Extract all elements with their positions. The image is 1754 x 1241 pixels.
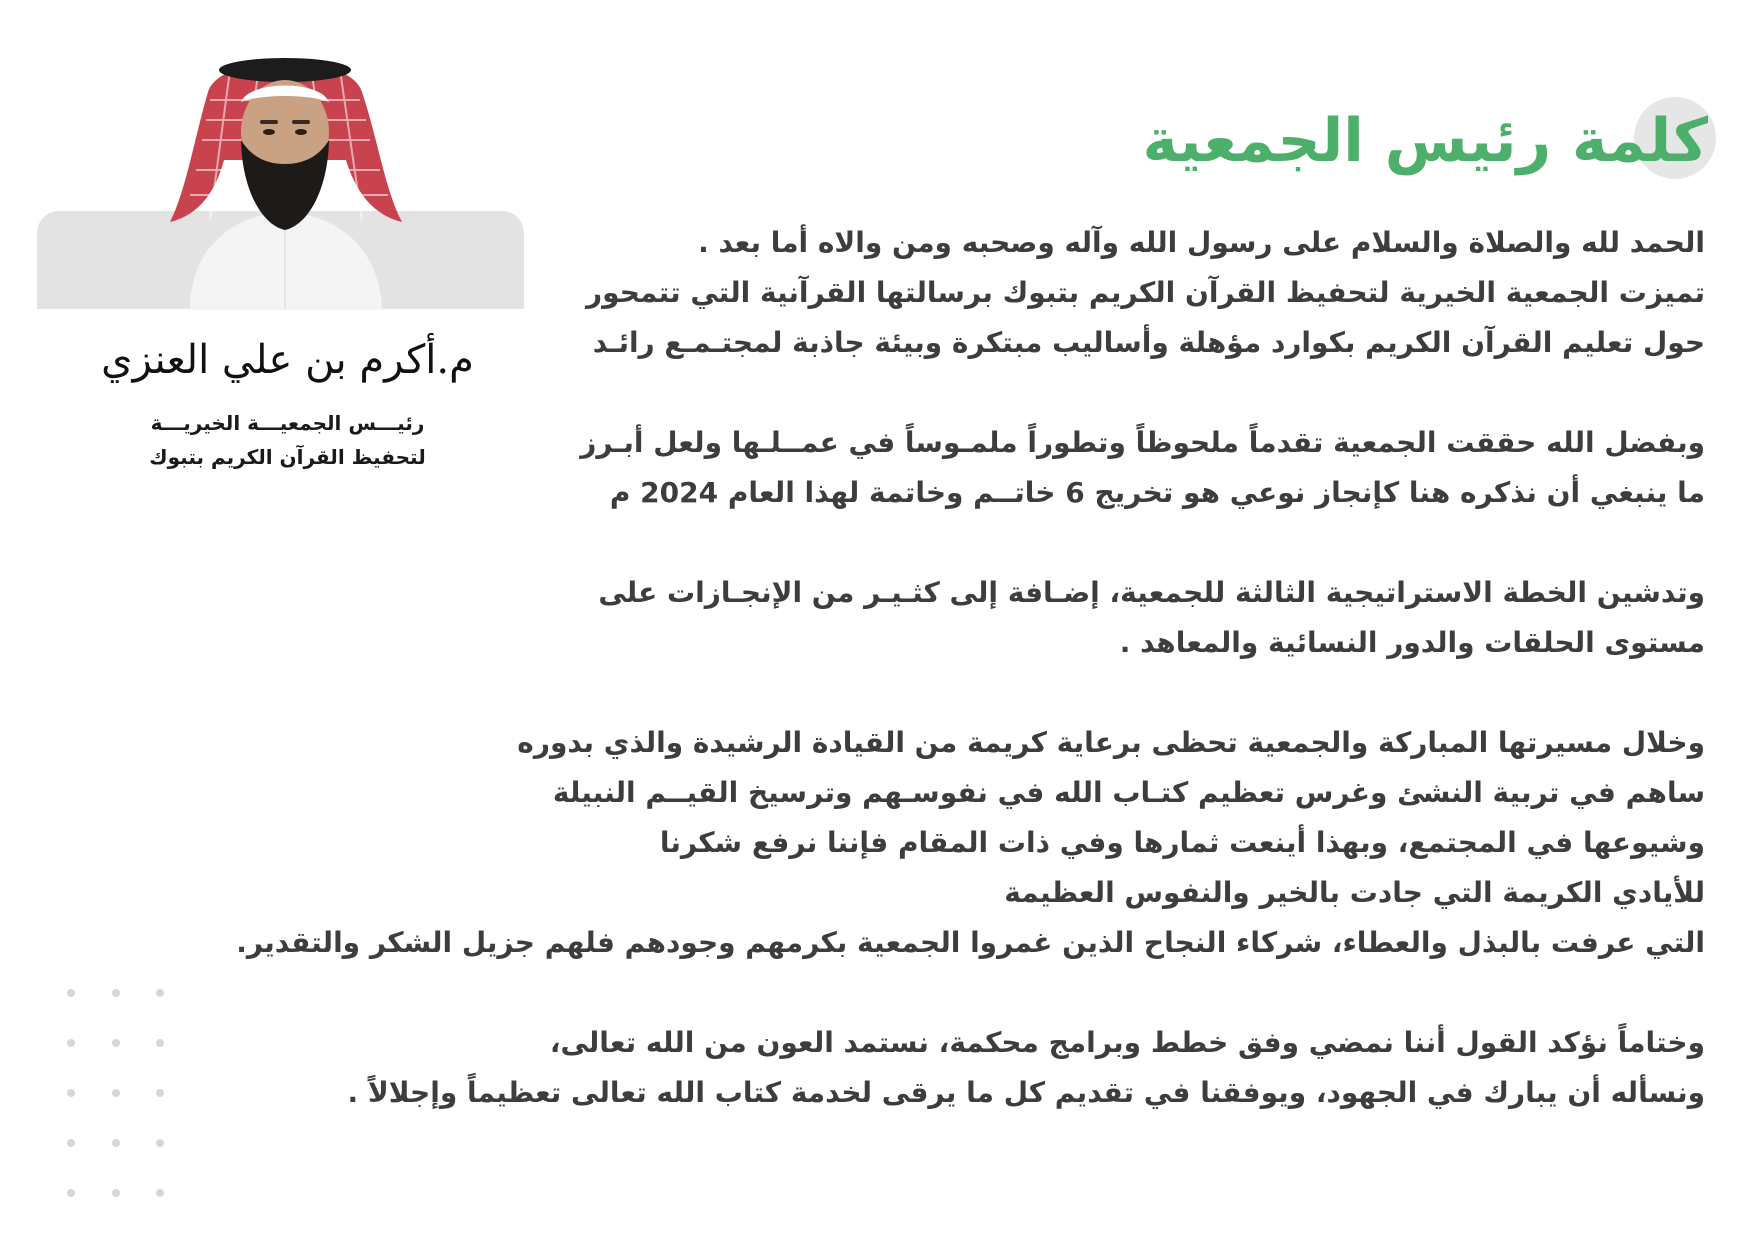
chairman-title-line-1: رئيـــس الجمعيـــة الخيريـــة: [150, 411, 425, 435]
paragraph-4-line-4: للأيادي الكريمة التي جادت بالخير والنفوس العظيمة: [1004, 876, 1705, 909]
paragraph-gap: [185, 968, 1705, 1018]
paragraph-gap: [185, 518, 1705, 568]
paragraph-3-line-1: وتدشين الخطة الاستراتيجية الثالثة للجمعية، إضـافة إلى كثـيـر من الإنجـازات على: [598, 576, 1705, 609]
chairman-signature: م.أكرم بن علي العنزي: [101, 337, 474, 383]
decorative-dot-grid: [64, 986, 174, 1201]
paragraph-2-line-1: وبفضل الله حققت الجمعية تقدماً ملحوظاً وتطوراً ملمـوساً في عمــلـها ولعل أبـرز: [580, 426, 1705, 459]
paragraph-gap: [185, 368, 1705, 418]
paragraph-4-line-2: ساهم في تربية النشئ وغرس تعظيم كتـاب الله في نفوسـهم وترسيخ القيــم النبيلة: [552, 776, 1705, 809]
paragraph-4-line-3: وشيوعها في المجتمع، وبهذا أينعت ثمارها وفي ذات المقام فإننا نرفع شكرنا: [659, 826, 1705, 859]
paragraph-4-line-5: التي عرفت بالبذل والعطاء، شركاء النجاح الذين غمروا الجمعية بكرمهم وجودهم فلهم جزيل الشكر والتقدير.: [236, 926, 1705, 959]
paragraph-1-line-3: حول تعليم القرآن الكريم بكوارد مؤهلة وأساليب مبتكرة وبيئة جاذبة لمجتـمـع رائـد: [592, 326, 1705, 359]
paragraph-2-line-2: ما ينبغي أن نذكره هنا كإنجاز نوعي هو تخريج 6 خاتــم وخاتمة لهذا العام 2024 م: [609, 476, 1705, 509]
chairman-title-line-2: لتحفيظ القرآن الكريم بتبوك: [149, 445, 426, 469]
speech-body: [185, 218, 1705, 1118]
paragraph-1-line-2: تميزت الجمعية الخيرية لتحفيظ القرآن الكريم بتبوك برسالتها القرآنية التي تتمحور: [586, 276, 1705, 309]
page-title: كلمة رئيس الجمعية: [1142, 106, 1708, 176]
paragraph-5-line-1: وختاماً نؤكد القول أننا نمضي وفق خطط وبرامج محكمة، نستمد العون من الله تعالى،: [549, 1026, 1705, 1059]
paragraph-1-line-1: الحمد لله والصلاة والسلام على رسول الله وآله وصحبه ومن والاه أما بعد .: [698, 226, 1705, 259]
paragraph-3-line-2: مستوى الحلقات والدور النسائية والمعاهد .: [1119, 626, 1705, 659]
paragraph-4-line-1: وخلال مسيرتها المباركة والجمعية تحظى برعاية كريمة من القيادة الرشيدة والذي بدوره: [517, 726, 1705, 759]
paragraph-5-line-2: ونسأله أن يبارك في الجهود، ويوفقنا في تقديم كل ما يرقى لخدمة كتاب الله تعالى تعظيماً وإجلالاً .: [347, 1076, 1705, 1109]
paragraph-gap: [185, 668, 1705, 718]
